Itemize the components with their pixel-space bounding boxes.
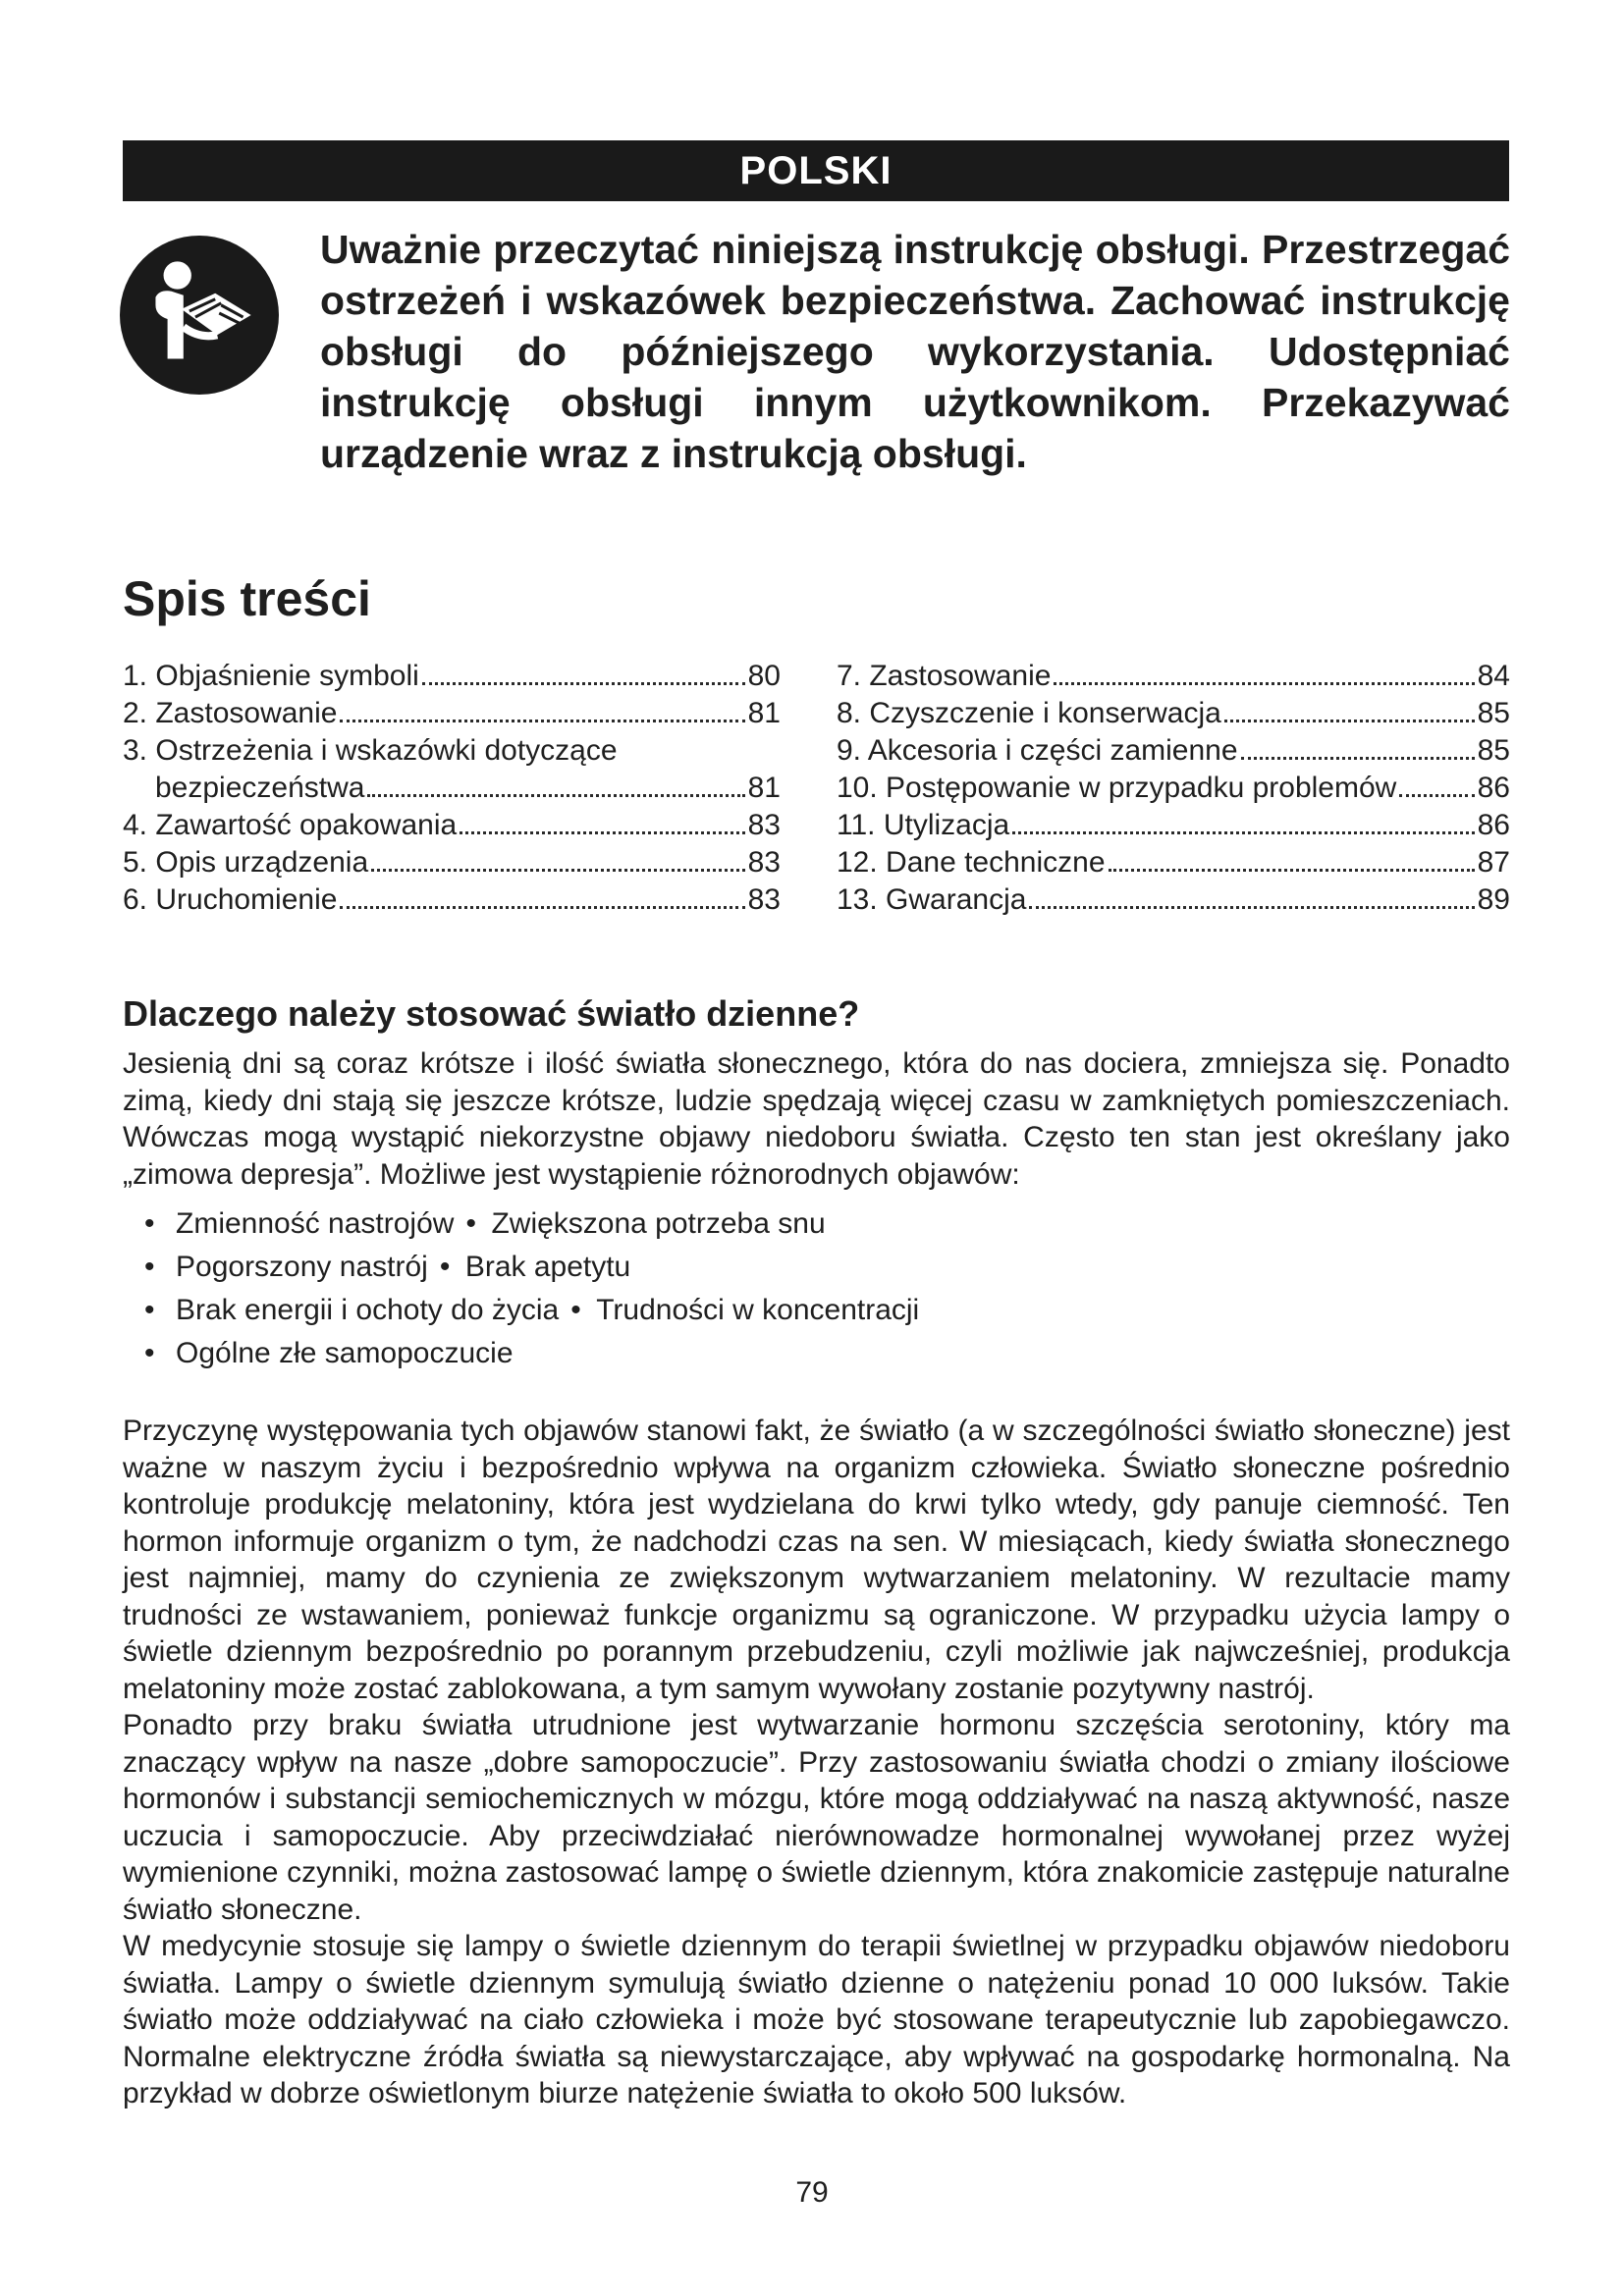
toc-item-page: 84 xyxy=(1477,660,1510,692)
symptom-row: • Brak energii i ochoty do życia • Trudności w koncentracji xyxy=(144,1294,920,1326)
page-number: 79 xyxy=(795,2176,829,2209)
symptom: Ogólne złe samopoczucie xyxy=(176,1337,514,1369)
toc-item xyxy=(123,732,781,770)
symptom: Brak energii i ochoty do życia xyxy=(176,1294,560,1326)
body-paragraph: W medycynie stosuje się lampy o świetle dziennym do terapii świetlnej w przypadku objawów niedoboru światła. Lampy o świetle dziennym symulują światło dzienne o natężeniu ponad 10 000 luksów. Takie światło może oddziaływać na ciało człowieka i może być stosowane terapeutycznie lub zapobiegawczo. Normalne elektryczne źródła światła są niewystarczające, aby wpływać na gospodarkę hormonalną. Na przykład w dobrze oświetlonym biurze natężenie światła to około 500 luksów. xyxy=(123,1930,1510,2109)
toc-item-page: 85 xyxy=(1477,734,1510,767)
toc-item xyxy=(123,807,781,844)
toc-left-column xyxy=(123,658,781,919)
toc-item-label: 1. Objaśnienie symboli xyxy=(123,660,419,692)
toc-item xyxy=(837,881,1510,919)
toc-item xyxy=(837,732,1510,770)
symptom: Brak apetytu xyxy=(464,1251,631,1283)
body-paragraph: Ponadto przy braku światła utrudnione jest wytwarzanie hormonu szczęścia serotoniny, który ma znaczący wpływ na nasze „dobre samopoczucie”. Przy zastosowaniu światła chodzi o zmiany ilościowe hormonów i substancji semiochemicznych w mózgu, które mogą oddziaływać na naszą aktywność, nasze uczucia i samopoczucie. Aby przeciwdziałać nierównowadze hormonalnej wywołanej przez wyżej wymienione czynniki, można zastosować lampę o świetle dziennym, która znakomicie zastępuje naturalne światło słoneczne. xyxy=(123,1709,1510,1926)
read-manual-icon xyxy=(120,236,279,395)
toc-item-continued xyxy=(123,770,781,807)
toc-item-page: 83 xyxy=(747,883,781,916)
toc-item-page: 80 xyxy=(747,660,781,692)
symptom: Zmienność nastrojów xyxy=(176,1207,455,1240)
toc-item xyxy=(837,658,1510,695)
toc-item-label: 13. Gwarancja xyxy=(837,883,1027,916)
toc-item-page: 85 xyxy=(1477,697,1510,729)
symptom-row: • Pogorszony nastrój • Brak apetytu xyxy=(144,1251,631,1283)
toc-item xyxy=(837,807,1510,844)
toc-item-page: 81 xyxy=(747,772,781,804)
toc-item-page: 86 xyxy=(1477,772,1510,804)
symptom: Zwiększona potrzeba snu xyxy=(491,1207,826,1240)
language-header: POLSKI xyxy=(123,140,1509,201)
toc-item xyxy=(837,770,1510,807)
toc-item xyxy=(837,695,1510,732)
symptom-list xyxy=(123,1202,1510,1375)
intro-paragraph: Jesienią dni są coraz krótsze i ilość światła słonecznego, która do nas dociera, zmniejsza się. Ponadto zimą, kiedy dni stają się jeszcze krótsze, ludzie spędzają więcej czasu w zamkniętych pomieszczeniach. Wówczas mogą wystąpić niekorzystne objawy niedoboru światła. Często ten stan jest określany jako „zimowa depresja”. Możliwe jest wystąpienie różnorodnych objawów: xyxy=(123,1047,1510,1191)
toc-item-page: 81 xyxy=(747,697,781,729)
section-body xyxy=(123,1045,1510,2112)
toc-item-page: 83 xyxy=(747,809,781,841)
toc-item-label: 6. Uruchomienie xyxy=(123,883,338,916)
toc-item xyxy=(123,695,781,732)
toc-item xyxy=(123,658,781,695)
toc-item-page: 83 xyxy=(747,846,781,879)
toc-item-label: 11. Utylizacja xyxy=(837,809,1010,841)
toc-item xyxy=(837,844,1510,881)
toc-title: Spis treści xyxy=(123,571,371,626)
toc-item-label: bezpieczeństwa xyxy=(155,772,365,804)
body-paragraph: Przyczynę występowania tych objawów stanowi fakt, że światło (a w szczególności światło słoneczne) jest ważne w naszym życiu i bezpośrednio wpływa na organizm człowieka. Światło słoneczne pośrednio kontroluje produkcję melatoniny, która jest wydzielana do krwi tylko wtedy, gdy panuje ciemność. Ten hormon informuje organizm o tym, że nadchodzi czas na sen. W miesiącach, kiedy światła słonecznego jest najmniej, mamy do czynienia ze zwiększonym wytwarzaniem melatoniny. W rezultacie mamy trudności ze wstawaniem, ponieważ funkcje organizmu są ograniczone. W przypadku użycia lampy o świetle dziennym bezpośrednio po porannym przebudzeniu, czyli możliwie jak najwcześniej, produkcja melatoniny może zostać zablokowana, a tym samym wywołany zostanie pozytywny nastrój. xyxy=(123,1415,1510,1705)
symptom-row: • Ogólne złe samopoczucie xyxy=(144,1337,514,1369)
symptom-row: • Zmienność nastrojów • Zwiększona potrzeba snu xyxy=(144,1207,826,1240)
toc-item-page: 87 xyxy=(1477,846,1510,879)
toc-item-label: 10. Postępowanie w przypadku problemów xyxy=(837,772,1397,804)
toc-item-label: 2. Zastosowanie xyxy=(123,697,338,729)
section-heading: Dlaczego należy stosować światło dzienne? xyxy=(123,993,860,1034)
toc-item-page: 86 xyxy=(1477,809,1510,841)
toc-item xyxy=(123,881,781,919)
toc-item-label: 3. Ostrzeżenia i wskazówki dotyczące xyxy=(123,734,618,767)
symptom: Trudności w koncentracji xyxy=(596,1294,920,1326)
toc-item-label: 8. Czyszczenie i konserwacja xyxy=(837,697,1221,729)
symptom: Pogorszony nastrój xyxy=(176,1251,428,1283)
toc-item-label: 12. Dane techniczne xyxy=(837,846,1106,879)
toc-item-label: 9. Akcesoria i części zamienne xyxy=(837,734,1238,767)
toc-item-label: 7. Zastosowanie xyxy=(837,660,1052,692)
safety-notice: Uważnie przeczytać niniejszą instrukcję obsługi. Przestrzegać ostrzeżeń i wskazówek bezpieczeństwa. Zachować instrukcję obsługi do późniejszego wykorzystania. Udostępniać instrukcję obsługi innym użytkownikom. Przekazywać urządzenie wraz z instrukcją obsługi. xyxy=(320,227,1510,476)
toc-item-page: 89 xyxy=(1477,883,1510,916)
toc-item-label: 4. Zawartość opakowania xyxy=(123,809,458,841)
toc-right-column xyxy=(837,658,1510,919)
toc-item-label: 5. Opis urządzenia xyxy=(123,846,369,879)
toc-item xyxy=(123,844,781,881)
